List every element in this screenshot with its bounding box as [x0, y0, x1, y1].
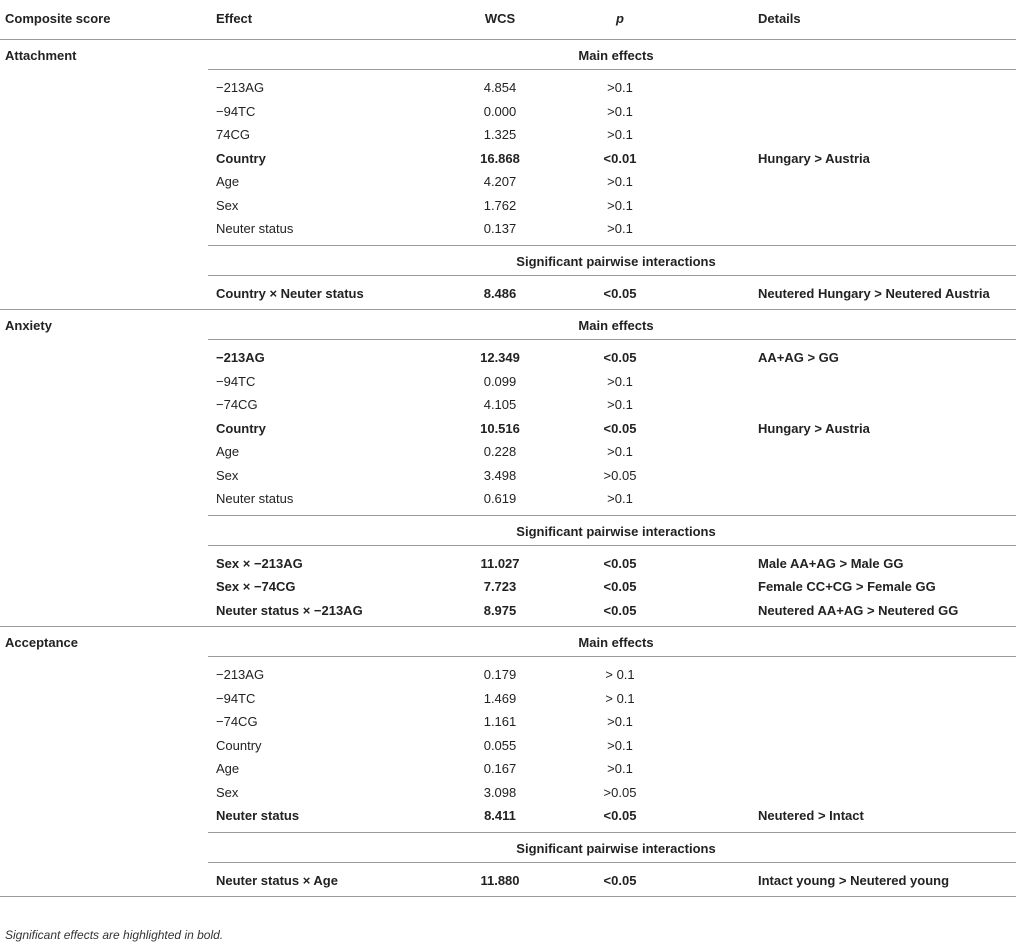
group-divider: [208, 832, 1016, 833]
wcs-cell: 3.098: [483, 784, 517, 800]
p-cell: > 0.1: [605, 690, 635, 706]
wcs-cell: 4.854: [483, 80, 517, 95]
p-cell: >0.1: [607, 80, 633, 95]
wcs-cell: 1.161: [483, 714, 517, 729]
p-cell: >0.1: [607, 103, 633, 119]
table-row: [0, 195, 1016, 217]
effect-cell: Country: [216, 420, 266, 436]
table-row: [0, 347, 1016, 369]
effect-cell: −213AG: [216, 350, 265, 365]
effect-cell: Country: [216, 737, 262, 753]
subheading: Significant pairwise interactions: [516, 253, 716, 269]
effect-cell: Neuter status: [216, 808, 300, 823]
subheading: Main effects: [578, 318, 654, 333]
p-cell: <0.05: [603, 555, 637, 571]
table-row: [0, 758, 1016, 780]
section-divider: [0, 309, 1016, 310]
effect-cell: Sex × −213AG: [216, 555, 303, 571]
effect-cell: 74CG: [216, 127, 250, 142]
section-label: Anxiety: [5, 318, 52, 333]
p-cell: >0.1: [607, 127, 633, 142]
wcs-cell: 4.207: [483, 174, 517, 189]
p-cell: <0.05: [603, 872, 637, 888]
table-row: [0, 782, 1016, 804]
table-row: [0, 488, 1016, 510]
effect-cell: −213AG: [216, 80, 265, 95]
header-composite-score: Composite score: [5, 11, 111, 26]
section-label: Attachment: [5, 48, 77, 63]
details-cell: Neutered Hungary > Neutered Austria: [758, 285, 990, 301]
details-cell: Neutered AA+AG > Neutered GG: [758, 602, 959, 618]
subheading-divider: [208, 339, 1016, 340]
details-cell: Hungary > Austria: [758, 420, 870, 436]
p-cell: >0.1: [607, 737, 633, 753]
section-label: Acceptance: [5, 635, 78, 650]
wcs-cell: 10.516: [480, 420, 520, 436]
subheading-divider: [208, 69, 1016, 70]
effect-cell: Neuter status × −213AG: [216, 602, 363, 618]
p-cell: >0.1: [607, 174, 633, 189]
wcs-cell: 0.055: [483, 737, 517, 753]
p-cell: <0.05: [603, 602, 637, 618]
p-cell: > 0.1: [605, 667, 635, 682]
group-divider: [208, 515, 1016, 516]
wcs-cell: 1.469: [483, 690, 517, 706]
table-row: [0, 735, 1016, 757]
details-cell: Neutered > Intact: [758, 808, 864, 823]
effect-cell: Age: [216, 761, 240, 776]
effect-cell: Country: [216, 150, 266, 166]
table-row: [0, 77, 1016, 99]
wcs-cell: 0.619: [483, 491, 517, 506]
wcs-cell: 0.179: [483, 667, 517, 682]
effect-cell: −74CG: [216, 397, 258, 412]
wcs-cell: 8.975: [483, 602, 517, 618]
wcs-cell: 3.498: [483, 467, 517, 483]
table-row: [0, 711, 1016, 733]
table-row: [0, 441, 1016, 463]
effect-cell: Country × Neuter status: [216, 285, 364, 301]
table-row: [0, 171, 1016, 193]
table-row: [0, 418, 1016, 440]
p-cell: >0.1: [607, 397, 633, 412]
wcs-cell: 0.137: [483, 221, 517, 236]
effect-cell: Sex: [216, 784, 239, 800]
header-details: Details: [758, 11, 801, 26]
table-row: [0, 805, 1016, 827]
table-row: [0, 688, 1016, 710]
group-divider: [208, 245, 1016, 246]
effect-cell: −94TC: [216, 690, 256, 706]
header-effect: Effect: [216, 11, 253, 26]
table-row: [0, 218, 1016, 240]
table-row: [0, 124, 1016, 146]
table-row: [0, 465, 1016, 487]
wcs-cell: 16.868: [480, 150, 520, 166]
p-cell: >0.05: [603, 784, 637, 800]
p-cell: <0.05: [603, 350, 637, 365]
table-row: [0, 148, 1016, 170]
p-cell: <0.05: [603, 808, 637, 823]
p-cell: <0.05: [603, 579, 637, 594]
p-cell: <0.05: [603, 420, 637, 436]
effect-cell: Sex: [216, 467, 239, 483]
p-cell: >0.1: [607, 373, 633, 389]
section-divider: [0, 896, 1016, 897]
wcs-cell: 8.411: [484, 808, 516, 823]
wcs-cell: 12.349: [480, 350, 520, 365]
details-cell: Male AA+AG > Male GG: [758, 555, 904, 571]
wcs-cell: 0.228: [483, 444, 517, 459]
p-cell: >0.1: [607, 714, 633, 729]
table-row: [0, 870, 1016, 892]
p-cell: >0.1: [607, 444, 633, 459]
wcs-cell: 11.027: [480, 555, 520, 571]
subheading-divider: [208, 275, 1016, 276]
effect-cell: Neuter status × Age: [216, 872, 338, 888]
wcs-cell: 7.723: [483, 579, 517, 594]
effect-cell: Sex × −74CG: [216, 579, 296, 594]
table-row: [0, 600, 1016, 622]
subheading: Significant pairwise interactions: [516, 840, 716, 856]
section-divider: [0, 626, 1016, 627]
p-cell: <0.05: [603, 285, 637, 301]
effect-cell: Age: [216, 444, 240, 459]
table-row: [0, 101, 1016, 123]
effect-cell: Neuter status: [216, 491, 294, 506]
p-cell: <0.01: [603, 150, 637, 166]
table-row: [0, 371, 1016, 393]
header-wcs: WCS: [484, 11, 516, 26]
p-cell: >0.1: [607, 491, 633, 506]
table-row: [0, 553, 1016, 575]
header-p: p: [616, 11, 624, 26]
subheading-divider: [208, 656, 1016, 657]
header-divider: [0, 39, 1016, 40]
table-row: [0, 664, 1016, 686]
subheading-divider: [208, 545, 1016, 546]
subheading: Main effects: [578, 48, 654, 63]
effect-cell: −213AG: [216, 667, 265, 682]
wcs-cell: 0.000: [483, 103, 517, 119]
wcs-cell: 1.762: [483, 197, 517, 213]
wcs-cell: 11.880: [480, 872, 520, 888]
wcs-cell: 0.167: [483, 761, 517, 776]
effect-cell: Age: [216, 174, 240, 189]
effect-cell: −94TC: [216, 373, 256, 389]
wcs-cell: 4.105: [483, 397, 517, 412]
table-footnote: Significant effects are highlighted in bold.: [5, 928, 224, 942]
wcs-cell: 8.486: [483, 285, 517, 301]
header-row: [0, 8, 1016, 30]
subheading: Main effects: [578, 635, 654, 650]
table-row: [0, 394, 1016, 416]
details-cell: Hungary > Austria: [758, 150, 870, 166]
subheading-divider: [208, 862, 1016, 863]
details-cell: Intact young > Neutered young: [758, 872, 950, 888]
effect-cell: −94TC: [216, 103, 256, 119]
p-cell: >0.1: [607, 197, 633, 213]
subheading: Significant pairwise interactions: [516, 523, 716, 539]
p-cell: >0.1: [607, 221, 633, 236]
wcs-cell: 1.325: [483, 127, 517, 142]
details-cell: Female CC+CG > Female GG: [758, 579, 936, 594]
p-cell: >0.05: [603, 467, 637, 483]
p-cell: >0.1: [607, 761, 633, 776]
wcs-cell: 0.099: [483, 373, 517, 389]
table-row: [0, 283, 1016, 305]
effect-cell: −74CG: [216, 714, 258, 729]
table-row: [0, 576, 1016, 598]
details-cell: AA+AG > GG: [758, 350, 839, 365]
effect-cell: Neuter status: [216, 221, 294, 236]
effect-cell: Sex: [216, 197, 239, 213]
